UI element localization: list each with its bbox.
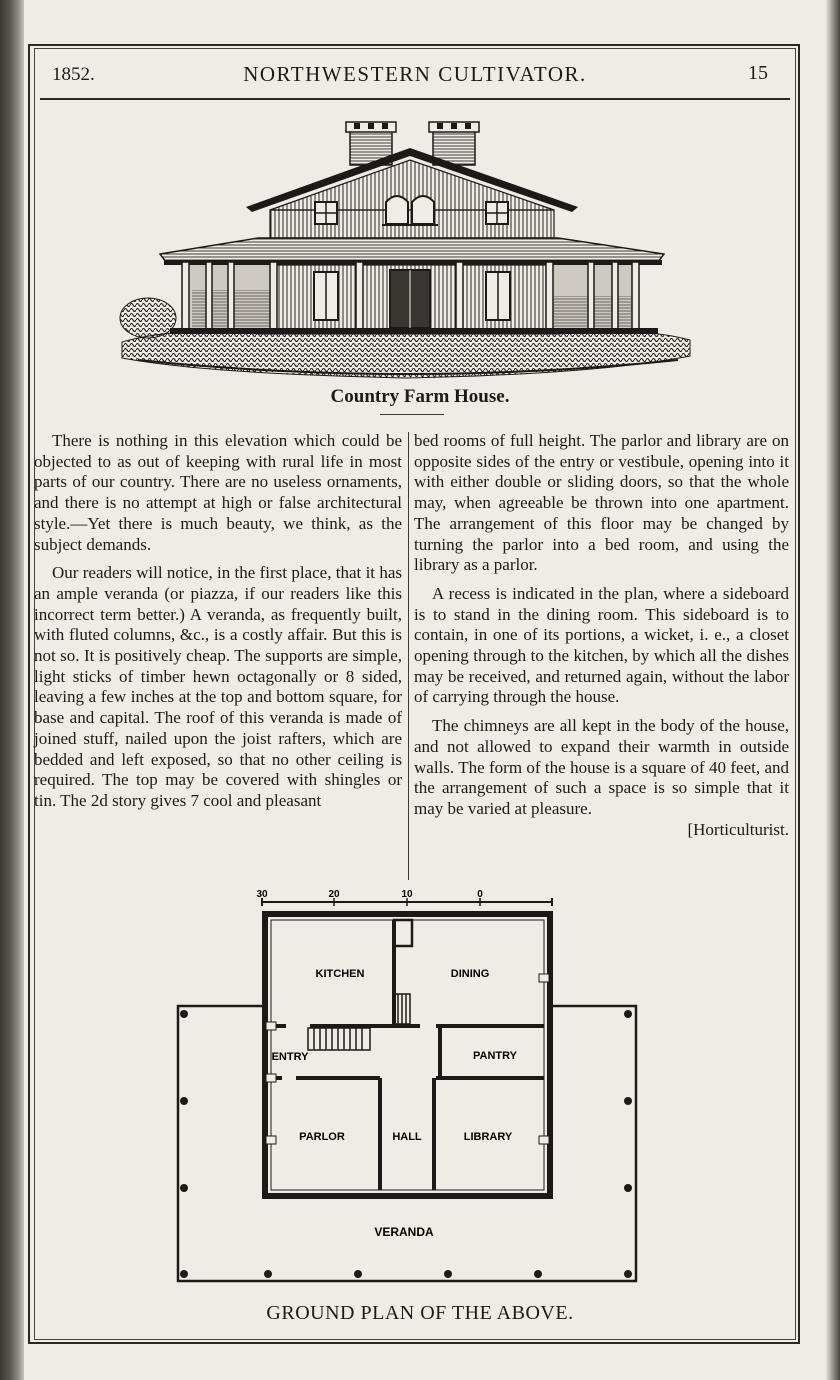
scale-label: 0 bbox=[477, 889, 483, 900]
ground-plan bbox=[170, 886, 645, 1286]
paragraph: There is nothing in this elevation which could be objected to as out of keeping with rural life in most parts of our country. There are no useless ornaments, and there is no attempt at high or false architectural style.—Yet there is much beauty, we think, as the subject demands. bbox=[34, 431, 402, 554]
room-label-kitchen: KITCHEN bbox=[315, 968, 365, 980]
room-label-pantry: PANTRY bbox=[473, 1050, 517, 1062]
running-header bbox=[40, 58, 790, 100]
scale-label: 20 bbox=[328, 889, 340, 900]
article-left-column bbox=[34, 431, 402, 812]
ground-plan-title: GROUND PLAN OF THE ABOVE. bbox=[266, 1302, 574, 1324]
farmhouse-engraving bbox=[118, 112, 698, 387]
column-divider bbox=[408, 432, 409, 880]
room-label-parlor: PARLOR bbox=[299, 1131, 345, 1143]
scale-label: 10 bbox=[401, 889, 413, 900]
room-label-dining: DINING bbox=[450, 968, 490, 980]
scale-bar bbox=[256, 889, 552, 906]
room-label-entry: ENTRY bbox=[271, 1051, 309, 1063]
paragraph: The chimneys are all kept in the body of the house, and not allowed to expand their warmth in outside walls. The form of the house is a square of 40 feet, and the arrangement of such a space is so simple that it may be varied at pleasure. bbox=[414, 716, 789, 818]
caption-rule bbox=[380, 414, 444, 415]
article-right-column bbox=[414, 431, 789, 840]
engraving-caption: Country Farm House. bbox=[330, 386, 510, 407]
scale-label: 30 bbox=[256, 889, 268, 900]
page-binding bbox=[0, 0, 24, 1380]
header-year: 1852. bbox=[52, 64, 95, 85]
room-label-hall: HALL bbox=[392, 1131, 422, 1143]
paragraph: Our readers will notice, in the first place, that it has an ample veranda (or piazza, if our readers like this incorrect term better.) A veranda, as frequently built, with fluted columns, &c., is a costly affair. But this is not so. It is positively cheap. The supports are simple, light sticks of timber hewn octagonally or 8 sided, leaving a few inches at the top and bottom square, for base and capital. The roof of this veranda is made of joined stuff, nailed upon the joist rafters, which are bedded and left exposed, so that no other ceiling is required. The top may be covered with shingles or tin. The 2d story gives 7 cool and pleasant bbox=[34, 563, 402, 810]
room-label-library: LIBRARY bbox=[463, 1131, 513, 1143]
paragraph: A recess is indicated in the plan, where a sideboard is to stand in the dining room. This sideboard is to contain, in one of its portions, a wicket, i. e., a closet opening through to the kitchen, by which all the dishes may be received, and returned again, without the labor of carrying through the house. bbox=[414, 583, 789, 707]
room-label-veranda: VERANDA bbox=[374, 1225, 434, 1239]
header-title: NORTHWESTERN CULTIVATOR. bbox=[243, 62, 587, 86]
page-edge bbox=[826, 0, 840, 1380]
article-source: [Horticulturist. bbox=[687, 819, 789, 839]
page-number: 15 bbox=[748, 62, 768, 84]
paragraph: bed rooms of full height. The parlor and library are on opposite sides of the entry or vestibule, opening into it with either double or sliding doors, so that the whole may, when agreeable be thrown into one apartment. The arrangement of this floor may be changed by turning the parlor into a bed room, and using the library as a parlor. bbox=[414, 431, 789, 575]
